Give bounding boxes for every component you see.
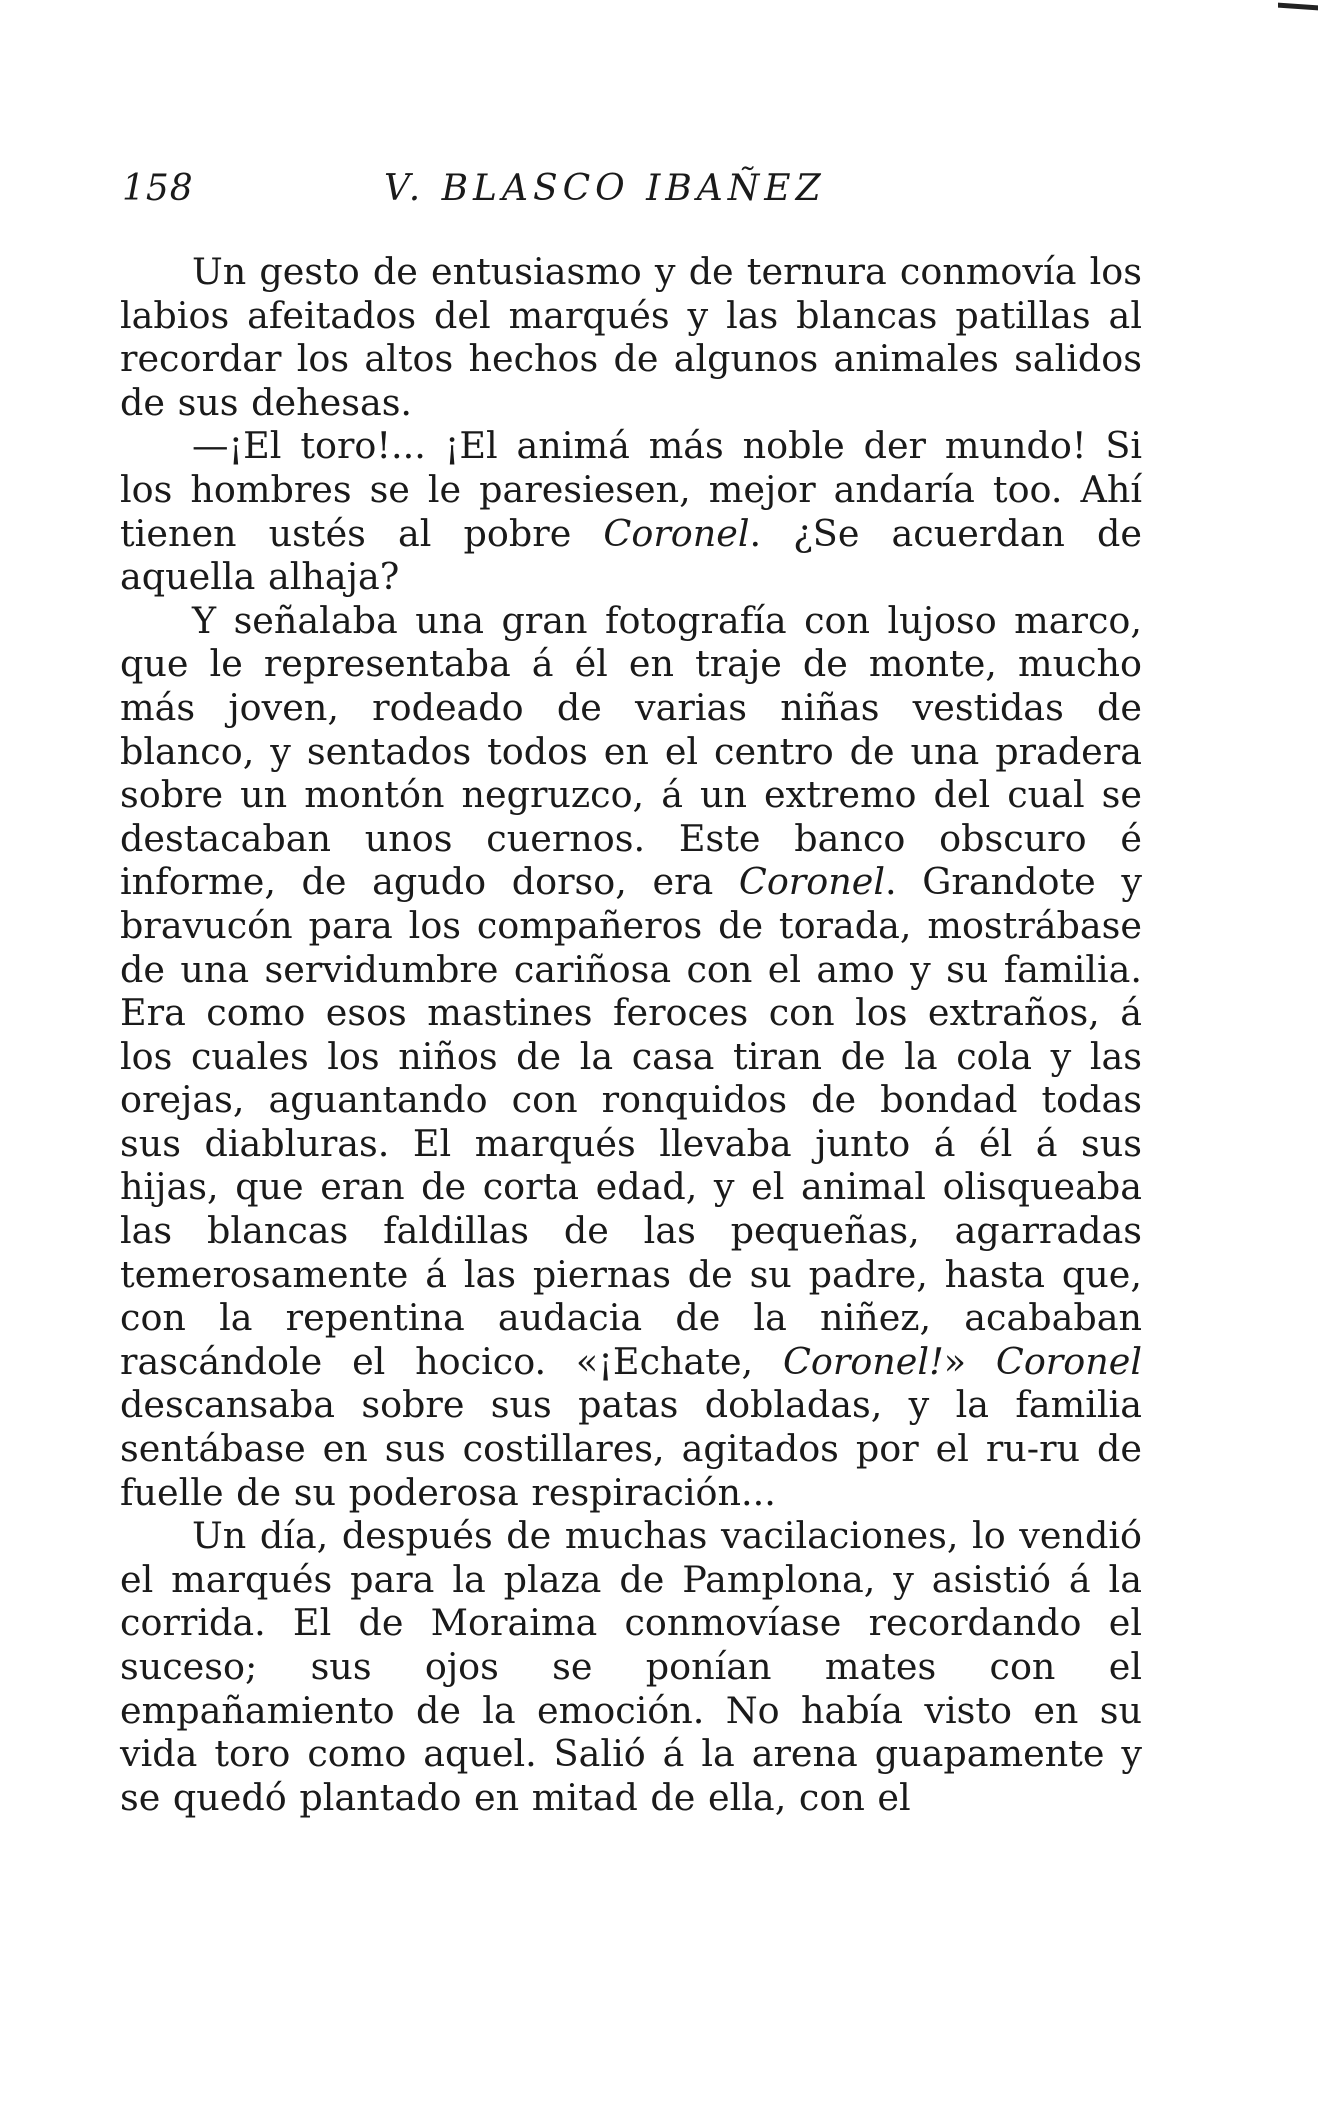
body-text xyxy=(120,250,1142,1819)
paragraph-1: Un gesto de entusiasmo y de ternura conmovía los labios afeitados del marqués y las blancas patillas al recordar los altos hechos de algunos animales salidos de sus dehesas. xyxy=(120,250,1142,424)
paragraph-3: Y señalaba una gran fotografía con lujoso marco, que le representaba á él en traje de monte, mucho más joven, rodeado de varias niñas vestidas de blanco, y sentados todos en el centro de una pradera sobre un montón negruzco, á un extremo del cual se destacaban unos cuernos. Este banco obscuro é informe, de agudo dorso, era Coronel. Grandote y bravucón para los compañeros de torada, mostrábase de una servidumbre cariñosa con el amo y su familia. Era como esos mastines feroces con los extraños, á los cuales los niños de la casa tiran de la cola y las orejas, aguantando con ronquidos de bondad todas sus diabluras. El marqués llevaba junto á él á sus hijas, que eran de corta edad, y el animal olisqueaba las blancas faldillas de las pequeñas, agarradas temerosamente á las piernas de su padre, hasta que, con la repentina audacia de la niñez, acababan rascándole el hocico. «¡Echate, Coronel!» Coronel descansaba sobre sus patas dobladas, y la familia sentábase en sus costillares, agitados por el ru-ru de fuelle de su poderosa respiración... xyxy=(120,598,1142,1514)
running-head: V. BLASCO IBAÑEZ xyxy=(384,168,826,209)
page-number: 158 xyxy=(122,168,194,209)
page-header xyxy=(122,168,1142,218)
scan-corner-mark xyxy=(1278,3,1318,11)
paragraph-2: —¡El toro!... ¡El animá más noble der mundo! Si los hombres se le paresiesen, mejor andaría too. Ahí tienen ustés al pobre Coronel. ¿Se acuerdan de aquella alhaja? xyxy=(120,424,1142,599)
paragraph-4: Un día, después de muchas vacilaciones, lo vendió el marqués para la plaza de Pamplona, y asistió á la corrida. El de Moraima conmovíase recordando el suceso; sus ojos se ponían mates con el empañamiento de la emoción. No había visto en su vida toro como aquel. Salió á la arena guapamente y se quedó plantado en mitad de ella, con el xyxy=(120,1514,1142,1819)
